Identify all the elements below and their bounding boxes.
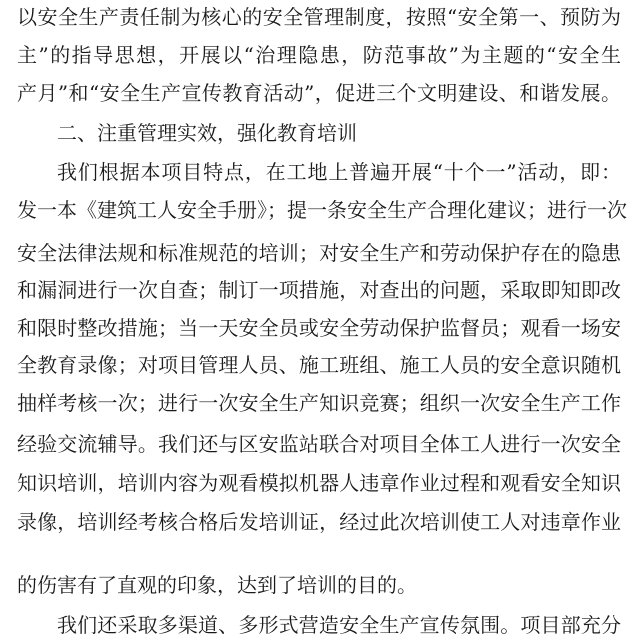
paragraph-line: 录像，培训经考核合格后发培训证，经过此次培训使工人对违章作业	[17, 510, 621, 534]
paragraph-line: 发一本《建筑工人安全手册》；提一条安全生产合理化建议；进行一次	[17, 198, 627, 222]
paragraph-line: 主”的指导思想，开展以“治理隐患，防范事故”为主题的“安全生	[17, 43, 621, 67]
paragraph-line: 以安全生产责任制为核心的安全管理制度，按照“安全第一、预防为	[17, 5, 621, 29]
paragraph-line: 抽样考核一次；进行一次安全生产知识竞赛；组织一次安全生产工作	[17, 391, 621, 415]
paragraph-line: 经验交流辅导。我们还与区安监站联合对项目全体工人进行一次安全	[17, 432, 621, 456]
paragraph-line: 和漏洞进行一次自查；制订一项措施，对查出的问题，采取即知即改	[17, 278, 621, 302]
paragraph-line: 知识培训，培训内容为观看模拟机器人违章作业过程和观看安全知识	[17, 471, 621, 495]
paragraph-line: 产月”和“安全生产宣传教育活动”，促进三个文明建设、和谐发展。	[17, 81, 621, 105]
paragraph-line: 的伤害有了直观的印象，达到了培训的目的。	[17, 573, 417, 597]
paragraph-line: 全教育录像；对项目管理人员、施工班组、施工人员的安全意识随机	[17, 353, 621, 377]
paragraph-line: 安全法律法规和标准规范的培训；对安全生产和劳动保护存在的隐患	[17, 241, 621, 265]
paragraph-line: 我们还采取多渠道、多形式营造安全生产宣传氛围。项目部充分	[57, 613, 621, 637]
section-heading: 二、注重管理实效，强化教育培训	[57, 121, 357, 145]
paragraph-line: 和限时整改措施；当一天安全员或安全劳动保护监督员；观看一场安	[17, 316, 621, 340]
paragraph-line: 我们根据本项目特点，在工地上普遍开展“十个一”活动，即：	[57, 160, 621, 184]
